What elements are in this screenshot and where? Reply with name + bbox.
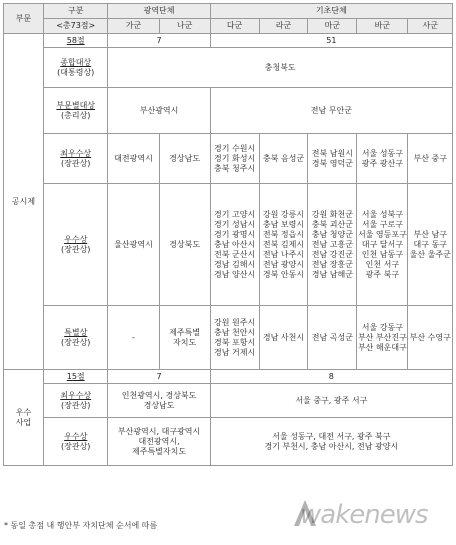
cell-line: 전남 광양시 <box>262 259 305 269</box>
dept-prize-label: 부문별대상 (총리상) <box>44 88 108 134</box>
cell-line: 전남 고흥군 <box>311 239 353 249</box>
best-ba <box>357 134 408 184</box>
cell-line: 충남 천안시 <box>214 327 256 337</box>
cell-line: 경상남도 <box>143 400 175 410</box>
dept-prize-metro: 부산광역시 <box>108 88 210 134</box>
cell-line: 대구 동구 <box>413 239 447 249</box>
cell-line: 경북 안동시 <box>262 269 305 279</box>
dept-prize-local: 전남 무안군 <box>210 88 452 134</box>
section-gongsi: 공시제 <box>4 34 44 370</box>
cell-line: 서울 성동구 <box>361 148 403 158</box>
exc-ma <box>308 184 357 306</box>
spec-ma: 전남 곡성군 <box>308 306 357 370</box>
spec-da <box>210 306 259 370</box>
cell-line: 경기 고양시 <box>214 209 256 219</box>
cell-line: 대전광역시, <box>138 436 180 446</box>
cell-line: 제주특별자치도 <box>132 446 187 456</box>
best-sa: 부산 중구 <box>408 134 453 184</box>
special-prize-label: 특별상 (장관상) <box>44 306 108 370</box>
best-ma <box>308 134 357 184</box>
exc2-local <box>210 418 452 466</box>
points-cell: 58점 <box>44 34 108 48</box>
cell-line: 사업 <box>15 417 32 427</box>
best2-label: 최우수상 (장관상) <box>44 384 108 418</box>
metro-count: 7 <box>108 34 210 48</box>
cell-line: 서울 강동구 <box>361 322 403 332</box>
exc2-metro <box>108 418 210 466</box>
cell-line: 전남 장흥군 <box>311 259 353 269</box>
cell-line: 경북 영덕군 <box>311 158 353 168</box>
best-na: 경상남도 <box>159 134 210 184</box>
header-ba: 바군 <box>357 19 408 34</box>
grand-prize-value: 충청북도 <box>108 48 453 88</box>
cell-line: 충남 아산시 <box>214 239 256 249</box>
header-local: 기초단체 <box>210 4 452 19</box>
cell-line: 제주특별 <box>169 327 201 337</box>
cell-line: 충북 청주시 <box>214 163 256 173</box>
cell-line: 충남 청양군 <box>311 229 353 239</box>
spec-ba <box>357 306 408 370</box>
cell-line: 인천 서구 <box>365 259 400 269</box>
footnote: * 동일 총점 내 행안부 자치단체 순서에 따름 <box>4 521 158 530</box>
cell-line: 서울 성북구 <box>361 209 403 219</box>
excellent-prize-label: 우수상 (장관상) <box>44 184 108 306</box>
spec-na <box>159 306 210 370</box>
cell-line: 부산 해운대구 <box>357 342 407 352</box>
cell-line: 강원 강릉시 <box>262 209 305 219</box>
cell-line: 강원 화천군 <box>311 209 353 219</box>
cell-line: 경기 수원시 <box>214 143 256 153</box>
header-ra: 라군 <box>259 19 308 34</box>
cell-line: 자치도 <box>173 337 197 347</box>
spec-sa: 부산 수영구 <box>408 306 453 370</box>
cell-line: 우수 <box>15 407 32 417</box>
cell-line: 부산광역시, 대구광역시 <box>117 426 201 436</box>
header-gubun-sub: <총73점> <box>44 19 108 34</box>
exc-ba <box>357 184 408 306</box>
cell-line: 경기 화성시 <box>214 153 256 163</box>
header-sa: 사군 <box>408 19 453 34</box>
cell-line: 전북 군산시 <box>214 249 256 259</box>
cell-line: 광주 북구 <box>365 269 400 279</box>
cell-line: 울산 울주군 <box>409 249 451 259</box>
cell-line: 전북 남원시 <box>311 148 353 158</box>
cell-line: 충북 괴산군 <box>311 219 353 229</box>
header-metro: 광역단체 <box>108 4 210 19</box>
cell-line: 경기 부천시, 충남 아산시, 전남 광양시 <box>264 441 399 451</box>
cell-line: 대구 달서구 <box>361 239 403 249</box>
best2-metro <box>108 384 210 418</box>
cell-line: 강원 원주시 <box>214 317 256 327</box>
header-bumun: 부문 <box>4 4 44 34</box>
metro-count2: 7 <box>108 370 210 384</box>
cell-line: 서울 영등포구 <box>357 229 407 239</box>
cell-line: 경기 성남시 <box>214 219 256 229</box>
exc-sa <box>408 184 453 306</box>
exc-na: 경상북도 <box>159 184 210 306</box>
cell-line: 인천 남동구 <box>361 249 403 259</box>
header-gubun: 구분 <box>44 4 108 19</box>
exc-da <box>210 184 259 306</box>
watermark-text: wakenews <box>300 500 428 530</box>
spec-ga: - <box>108 306 159 370</box>
cell-line: 경기 광명시 <box>214 229 256 239</box>
cell-line: 경남 남해군 <box>311 269 353 279</box>
cell-line: 경남 김해시 <box>214 259 256 269</box>
exc-ga: 울산광역시 <box>108 184 159 306</box>
cell-line: 전북 정읍시 <box>262 229 305 239</box>
cell-line: 경남 양산시 <box>214 269 256 279</box>
points2-cell: 15점 <box>44 370 108 384</box>
header-da: 다군 <box>210 19 259 34</box>
cell-line: 부산 남구 <box>413 229 447 239</box>
best2-local: 서울 중구, 광주 서구 <box>210 384 452 418</box>
cell-line: 서울 구로구 <box>361 219 403 229</box>
cell-line: 부산 부산진구 <box>357 332 407 342</box>
local-count2: 8 <box>210 370 452 384</box>
cell-line: 경북 포항시 <box>214 337 256 347</box>
cell-line: 인천광역시, 경상북도 <box>121 390 197 400</box>
cell-line: 전북 김제시 <box>262 239 305 249</box>
cell-line: 서울 성동구, 대전 서구, 광주 북구 <box>272 431 391 441</box>
spec-ra: 경남 사천시 <box>259 306 308 370</box>
grand-prize-label: 종합대상 (대통령상) <box>44 48 108 88</box>
cell-line: 충남 보령시 <box>262 219 305 229</box>
exc2-label: 우수상 (장관상) <box>44 418 108 466</box>
header-na: 나군 <box>159 19 210 34</box>
section-woosu <box>4 370 44 466</box>
local-count: 51 <box>210 34 452 48</box>
cell-line: 전남 강진군 <box>311 249 353 259</box>
cell-line: 경남 거제시 <box>214 347 256 357</box>
exc-ra <box>259 184 308 306</box>
best-da <box>210 134 259 184</box>
cell-line: 광주 광산구 <box>361 158 403 168</box>
awards-table <box>3 3 453 466</box>
best-ra: 충북 음성군 <box>259 134 308 184</box>
best-ga: 대전광역시 <box>108 134 159 184</box>
best-prize-label: 최우수상 (장관상) <box>44 134 108 184</box>
header-ga: 가군 <box>108 19 159 34</box>
cell-line: 전남 나주시 <box>262 249 305 259</box>
header-ma: 마군 <box>308 19 357 34</box>
